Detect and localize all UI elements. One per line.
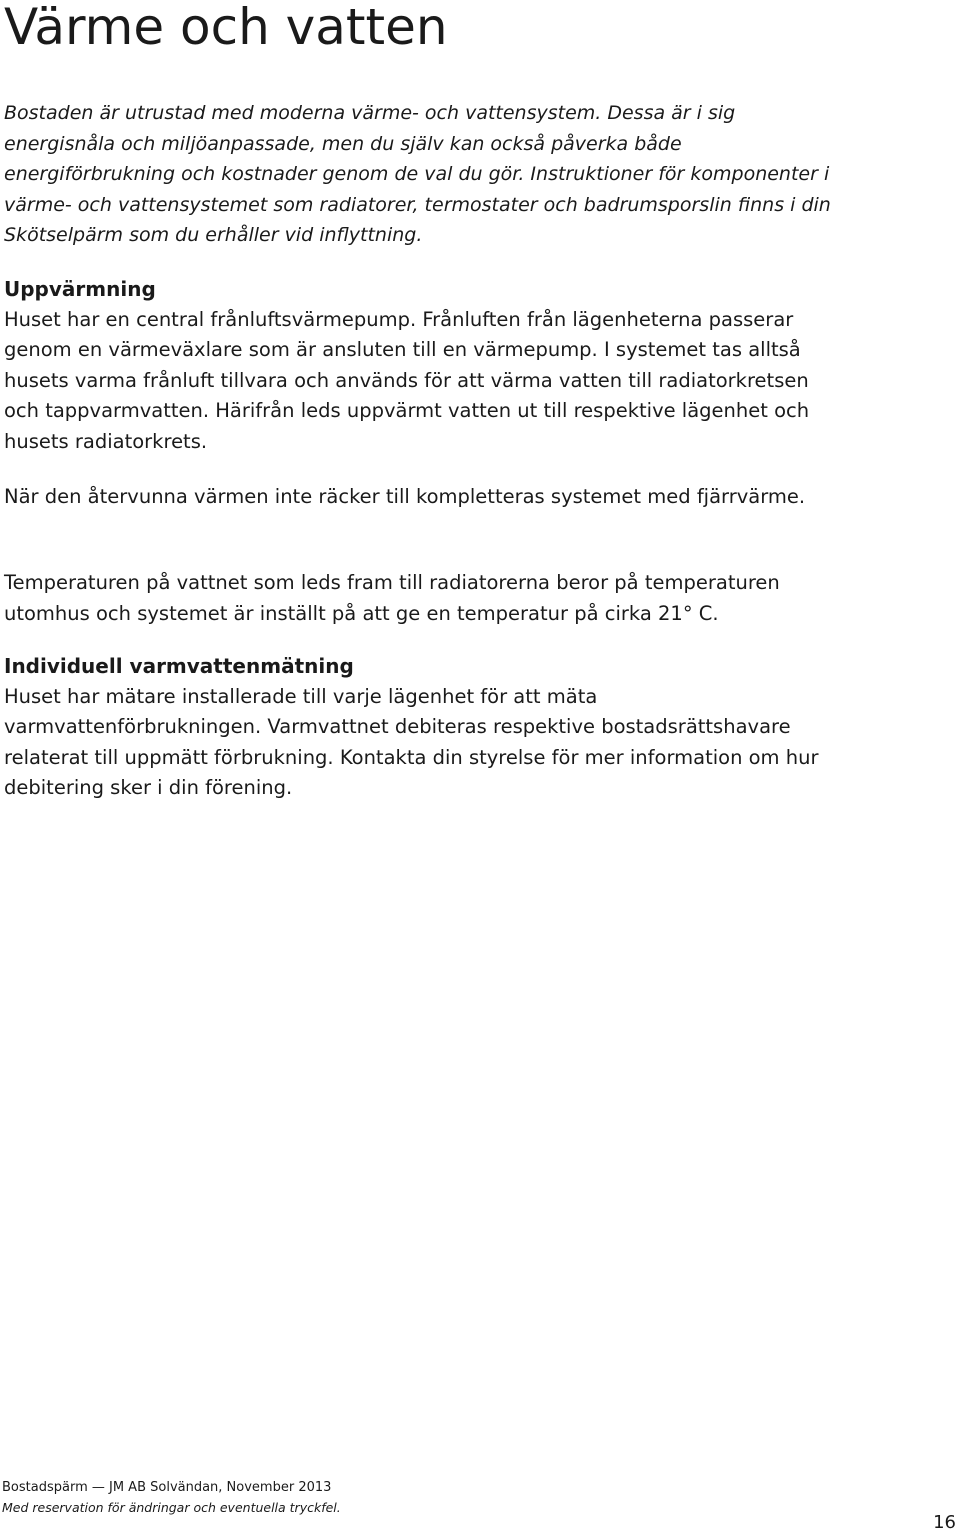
footer-source: Bostadspärm — JM AB Solvändan, November 2013 (2, 1480, 332, 1495)
section-body: Huset har en central frånluftsvärmepump. Frånluften från lägenheterna passerar genom en värmeväxlare som är ansluten till en värmepump. I systemet tas alltså husets varma frånluft tillvara och används för att värma vatten till radiatorkretsen och tappvarmvatten. Härifrån leds uppvärmt vatten ut till respektive lägenhet och husets radiatorkrets. (4, 307, 810, 453)
paragraph-temperatur: Temperaturen på vattnet som leds fram till radiatorerna beror på temperaturen utomhus och systemet är inställt på att ge en temperatur på cirka 21° C. (4, 571, 780, 625)
paragraph-fjarrvarme: När den återvunna värmen inte räcker till kompletteras systemet med fjärrvärme. (4, 485, 806, 508)
section-heading: Individuell varmvattenmätning (4, 654, 354, 678)
section-uppvarmning (4, 274, 844, 457)
section-heading: Uppvärmning (4, 277, 156, 301)
page-title: Värme och vatten (4, 0, 448, 56)
intro-paragraph: Bostaden är utrustad med moderna värme- och vattensystem. Dessa är i sig energisnåla och miljöanpassade, men du själv kan också påverka både energiförbrukning och kostnader genom de val du gör. Instruktioner för komponenter i värme- och vattensystemet som radiatorer, termostater och badrumsporslin finns i din Skötselpärm som du erhåller vid inflyttning. (4, 102, 831, 246)
section-body: Huset har mätare installerade till varje lägenhet för att mäta varmvattenförbrukningen. Varmvattnet debiteras respektive bostadsrättshavare relaterat till uppmätt förbrukning. Kontakta din styrelse för mer information om hur debitering sker i din förening. (4, 684, 819, 799)
page-number: 16 (933, 1512, 956, 1533)
page-footer (2, 1478, 341, 1518)
footer-disclaimer: Med reservation för ändringar och eventuella tryckfel. (2, 1500, 341, 1515)
section-varmvattenmatning (4, 651, 844, 804)
